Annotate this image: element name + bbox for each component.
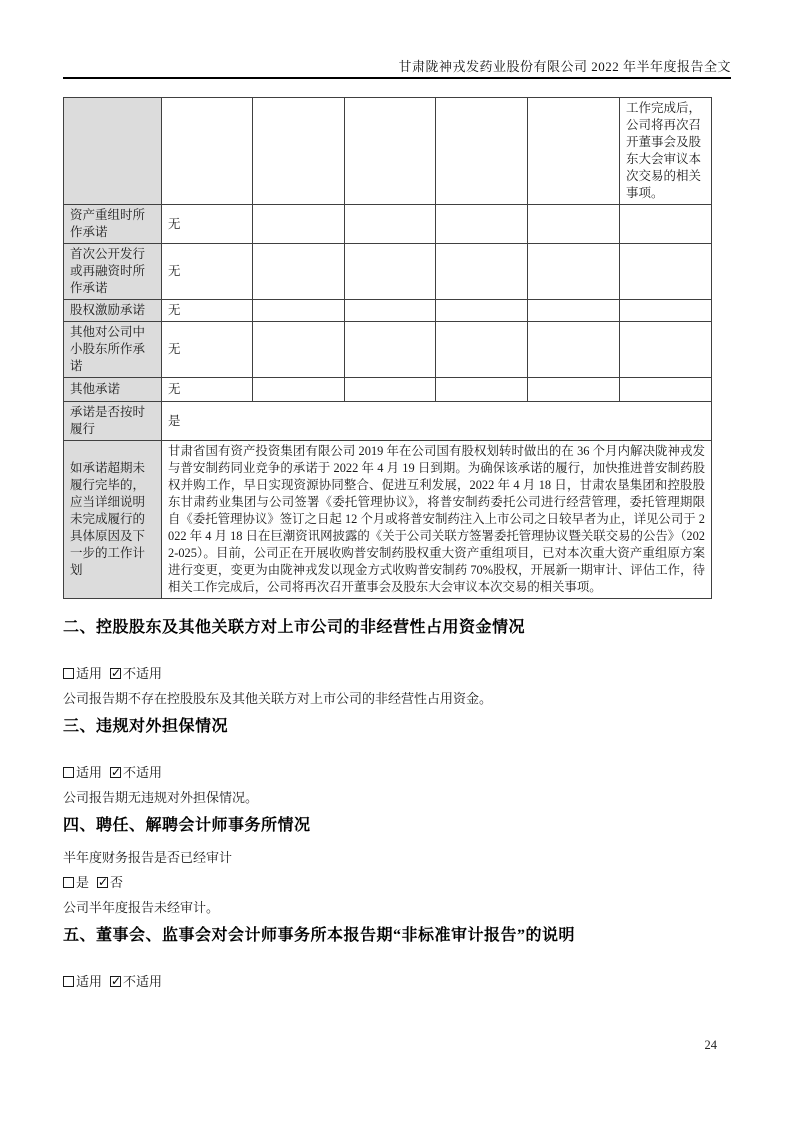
checkbox-label: 适用 xyxy=(76,974,103,989)
checkbox-label: 适用 xyxy=(76,666,103,681)
checkbox-label: 否 xyxy=(110,875,124,890)
header-rule xyxy=(63,77,731,79)
table-row xyxy=(64,244,712,300)
unchecked-option xyxy=(63,765,102,780)
checkbox-empty-icon xyxy=(63,976,74,987)
empty-cell xyxy=(620,322,712,378)
row-value-cell: 是 xyxy=(162,402,712,441)
row-value-cell: 无 xyxy=(162,205,253,244)
section-heading: 四、聘任、解聘会计师事务所情况 xyxy=(63,817,311,834)
empty-cell xyxy=(253,205,345,244)
empty-cell xyxy=(345,378,436,402)
checkbox-label: 适用 xyxy=(76,765,103,780)
checked-option xyxy=(97,875,123,890)
row-label-cell: 其他对公司中小股东所作承诺 xyxy=(64,322,162,378)
table-row xyxy=(64,402,712,441)
row-label-cell: 承诺是否按时履行 xyxy=(64,402,162,441)
sections-container xyxy=(63,619,731,989)
empty-cell xyxy=(253,300,345,322)
empty-cell xyxy=(253,378,345,402)
section-heading: 二、控股股东及其他关联方对上市公司的非经营性占用资金情况 xyxy=(63,619,526,636)
empty-cell xyxy=(528,98,620,205)
checkbox-label: 是 xyxy=(76,875,90,890)
empty-cell xyxy=(436,300,528,322)
checkbox-checked-icon xyxy=(110,767,121,778)
empty-cell xyxy=(253,98,345,205)
checked-option xyxy=(110,666,162,681)
row-label-cell xyxy=(64,98,162,205)
unchecked-option xyxy=(63,875,89,890)
empty-cell xyxy=(528,244,620,300)
table-row xyxy=(64,322,712,378)
checkbox-line xyxy=(63,875,731,890)
checkbox-label: 不适用 xyxy=(123,765,163,780)
commitments-table-body xyxy=(64,98,712,599)
checkbox-empty-icon xyxy=(63,767,74,778)
checkbox-empty-icon xyxy=(63,668,74,679)
section-text: 公司半年度报告未经审计。 xyxy=(63,900,220,915)
empty-cell xyxy=(528,322,620,378)
checkbox-line xyxy=(63,765,731,780)
empty-cell xyxy=(162,98,253,205)
table-row xyxy=(64,98,712,205)
commitments-table xyxy=(63,97,712,599)
empty-cell xyxy=(528,205,620,244)
empty-cell xyxy=(620,244,712,300)
section-heading: 五、董事会、监事会对会计师事务所本报告期“非标准审计报告”的说明 xyxy=(63,927,576,944)
empty-cell xyxy=(436,98,528,205)
unchecked-option xyxy=(63,666,102,681)
header-title: 甘肃陇神戎发药业股份有限公司 2022 年半年度报告全文 xyxy=(398,59,731,74)
row-value-cell: 工作完成后，公司将再次召开董事会及股东大会审议本次交易的相关事项。 xyxy=(620,98,712,205)
empty-cell xyxy=(345,300,436,322)
checked-option xyxy=(110,974,162,989)
page-content xyxy=(63,0,731,989)
row-value-cell: 无 xyxy=(162,322,253,378)
checkbox-checked-icon xyxy=(110,668,121,679)
empty-cell xyxy=(528,300,620,322)
row-value-cell: 无 xyxy=(162,378,253,402)
section-text: 公司报告期不存在控股股东及其他关联方对上市公司的非经营性占用资金。 xyxy=(63,691,493,706)
checkbox-line xyxy=(63,666,731,681)
row-value-cell: 无 xyxy=(162,244,253,300)
empty-cell xyxy=(253,244,345,300)
checkbox-checked-icon xyxy=(110,976,121,987)
empty-cell xyxy=(436,378,528,402)
table-row xyxy=(64,300,712,322)
row-label-cell: 如承诺超期未履行完毕的，应当详细说明未完成履行的具体原因及下一步的工作计划 xyxy=(64,441,162,599)
row-value-cell: 甘肃省国有资产投资集团有限公司 2019 年在公司国有股权划转时做出的在 36 个月内解决陇神戎发与普安制药同业竞争的承诺于 2022 年 4 月 19 日到期。为确保该承诺的履行，加快推进普安制药股权并购工作，早日实现资源协同整合、促进互利发展，2022 年 4 月 18 日，甘肃农垦集团和控股股东甘肃药业集团与公司签署《委托管理协议》，将普安制药委托公司进行经营管理，委托管理期限自《委托管理协议》签订之日起 12 个月或将普安制药注入上市公司之日较早者为止，详见公司于 2022 年 4 月 18 日在巨潮资讯网披露的《关于公司关联方签署委托管理协议暨关联交易的公告》（2022-025）。目前，公司正在开展收购普安制药股权重大资产重组项目，已对本次重大资产重组原方案进行变更，变更为由陇神戎发以现金方式收购普安制药 70%股权，开展新一期审计、评估工作，待相关工作完成后，公司将再次召开董事会及股东大会审议本次交易的相关事项。 xyxy=(162,441,712,599)
checkbox-line xyxy=(63,974,731,989)
empty-cell xyxy=(345,244,436,300)
checked-option xyxy=(110,765,162,780)
page-number: 24 xyxy=(704,1038,717,1052)
empty-cell xyxy=(528,378,620,402)
empty-cell xyxy=(620,205,712,244)
row-value-cell: 无 xyxy=(162,300,253,322)
row-label-cell: 首次公开发行或再融资时所作承诺 xyxy=(64,244,162,300)
empty-cell xyxy=(345,98,436,205)
section-heading: 三、违规对外担保情况 xyxy=(63,718,229,735)
checkbox-label: 不适用 xyxy=(123,666,163,681)
checkbox-label: 不适用 xyxy=(123,974,163,989)
table-row xyxy=(64,378,712,402)
section-text: 公司报告期无违规对外担保情况。 xyxy=(63,790,259,805)
section-text: 半年度财务报告是否已经审计 xyxy=(63,850,233,865)
empty-cell xyxy=(620,300,712,322)
checkbox-empty-icon xyxy=(63,877,74,888)
row-label-cell: 其他承诺 xyxy=(64,378,162,402)
empty-cell xyxy=(436,205,528,244)
table-row xyxy=(64,441,712,599)
row-label-cell: 资产重组时所作承诺 xyxy=(64,205,162,244)
unchecked-option xyxy=(63,974,102,989)
empty-cell xyxy=(436,244,528,300)
empty-cell xyxy=(620,378,712,402)
empty-cell xyxy=(345,205,436,244)
empty-cell xyxy=(345,322,436,378)
empty-cell xyxy=(436,322,528,378)
checkbox-checked-icon xyxy=(97,877,108,888)
empty-cell xyxy=(253,322,345,378)
table-row xyxy=(64,205,712,244)
row-label-cell: 股权激励承诺 xyxy=(64,300,162,322)
